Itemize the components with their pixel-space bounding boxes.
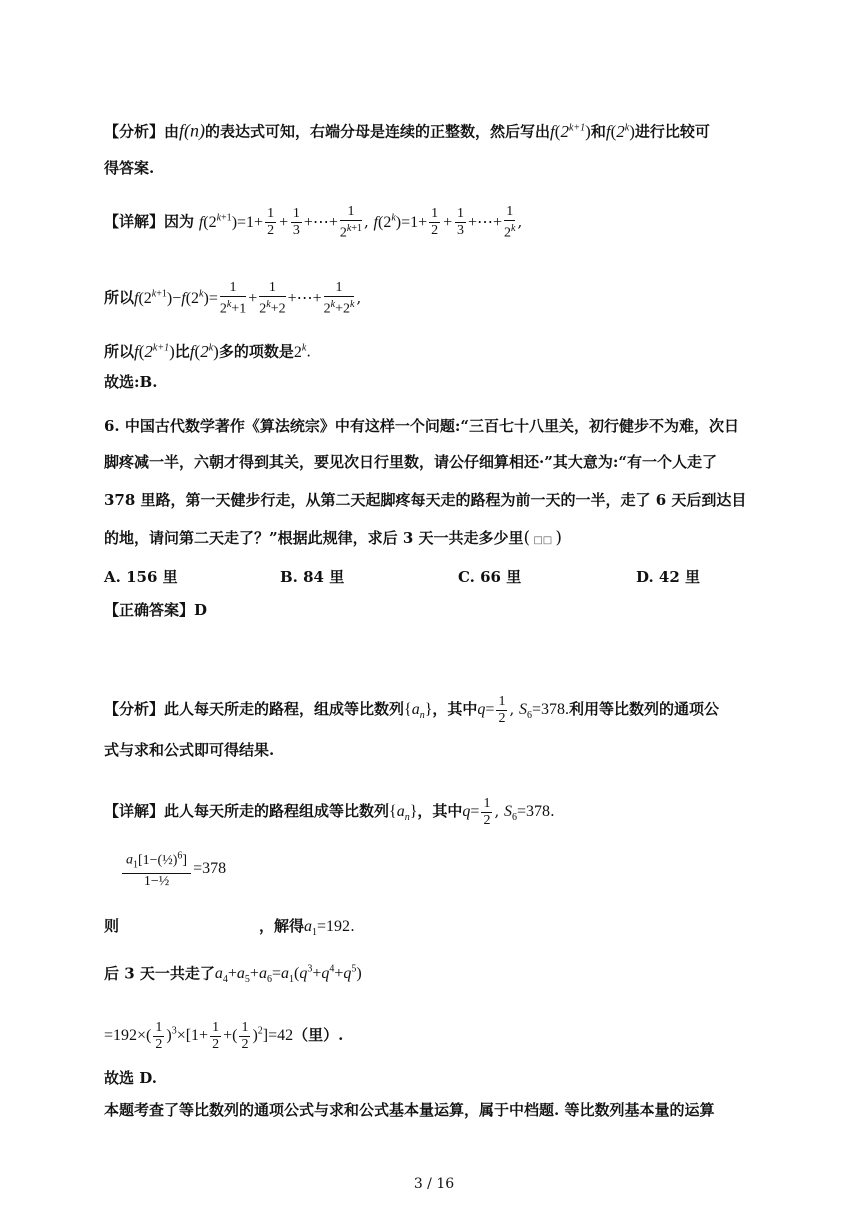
- q6-stem-line3: 378 里路，第一天健步行走，从第二天起脚疼每天走的路程为前一天的一半，走了 6 天后到达目: [104, 491, 747, 509]
- q6-answer: 【正确答案】D: [104, 601, 208, 619]
- formula-result: =192×( $\frac{1}{2}$ )$^3$×[1+ $\frac{1}{2}$ +( $\frac{1}{2}$ )$^2$]=42: [104, 1020, 294, 1052]
- q6-result-line: =192×( $\frac{1}{2}$ )$^3$×[1+ $\frac{1}{2}$ +( $\frac{1}{2}$ )$^2$]=42（里）.: [104, 1020, 344, 1052]
- answer-blank: ( □□ ): [523, 528, 563, 548]
- formula-geometric-sum: $\frac{a_1[1-(\frac{1}{2})^6]}{\text{1−½}}$ =378: [120, 848, 226, 890]
- formula-s6: $S_6=378$.: [519, 701, 570, 722]
- option-b: B. 84 里: [280, 568, 345, 586]
- formula-q: q= $\frac{1}{2}$: [477, 694, 506, 726]
- q6-summary: 本题考查了等比数列的通项公式与求和公式基本量运算，属于中档题. 等比数列基本量的运算: [104, 1101, 715, 1119]
- formula-a4a5a6: $a_4+a_5+a_6=a_1(q^3+q^4+q^5)$: [214, 964, 362, 986]
- q6-analysis-line1: 【分析】此人每天所走的路程，组成等比数列$\{a_n\}$，其中q= $\frac{1}{2}$ , $S_6=378$.利用等比数列的通项公: [104, 694, 720, 726]
- q5-detail-line: 【详解】因为 $f(2^{k+1})=1+$ $\frac{1}{2}$ + $\frac{1}{3}$ +⋯+ $\frac{1}{2^{k+1}}$ , $f(2^k)=1+$ $\frac{1}{2}$ + $\frac{1}{3}$ +⋯+ $\frac{1}{2^k}$ ,: [104, 204, 523, 241]
- q6-analysis-line2: 式与求和公式即可得结果.: [104, 741, 275, 759]
- q5-so-line1: 所以$f(2^{k+1})-f(2^k)=$ $\frac{1}{2^k+1}$ + $\frac{1}{2^k+2}$ +⋯+ $\frac{1}{2^k+2^k}$ ,: [104, 280, 362, 317]
- formula-sum-2k: $f(2^k)=1+$ $\frac{1}{2}$ + $\frac{1}{3}$ +⋯+ $\frac{1}{2^k}$: [373, 204, 516, 241]
- q6-then-line: 则 ，解得$a_1=192$.: [104, 917, 355, 939]
- q5-so-line2: 所以$f(2^{k+1})$比f(2$^k$)多的项数是2$^k$.: [104, 341, 312, 361]
- formula-an: $\{a_n\}$: [404, 701, 433, 722]
- formula-fn: f(n): [179, 120, 206, 141]
- formula-2k: 2$^k$: [293, 342, 307, 361]
- q6-stem-line2: 脚疼减一半，六朝才得到其关，要见次日行里数，请公仔细算相还·”其大意为:“有一个人走了: [104, 453, 718, 471]
- q5-analysis-label: 【分析】: [104, 122, 165, 141]
- q6-detail-line1: 【详解】此人每天所走的路程组成等比数列$\{a_n\}$，其中q= $\frac{1}{2}$ , $S_6=378$.: [104, 796, 555, 828]
- option-c: C. 66 里: [458, 568, 522, 586]
- option-a: A. 156 里: [104, 568, 178, 586]
- q5-choose: 故选:B.: [104, 373, 158, 391]
- q5-analysis-line1: 【分析】由f(n)的表达式可知，右端分母是连续的正整数，然后写出$f(2^{k+1})$和f(2$^k$)进行比较可: [104, 120, 710, 141]
- formula-f-2k: f(2$^k$): [605, 121, 635, 141]
- q6-stem-line1: 6. 中国古代数学著作《算法统宗》中有这样一个问题:“三百七十八里关，初行健步不为难，次日: [104, 417, 740, 435]
- formula-difference: $f(2^{k+1})-f(2^k)=$ $\frac{1}{2^k+1}$ + $\frac{1}{2^k+2}$ +⋯+ $\frac{1}{2^k+2^k}$: [134, 280, 355, 317]
- option-d: D. 42 里: [636, 568, 701, 586]
- q6-last3-line: 后 3 天一共走了$a_4+a_5+a_6=a_1(q^3+q^4+q^5)$: [104, 964, 362, 986]
- q6-choose: 故选 D.: [104, 1069, 157, 1087]
- q6-stem-line4: 的地，请问第二天走了？”根据此规律，求后 3 天一共走多少里( □□ ): [104, 528, 563, 548]
- formula-f-2k1: $f(2^{k+1})$: [550, 121, 591, 141]
- q5-analysis-line2: 得答案.: [104, 159, 155, 177]
- page-number: 3 / 16: [413, 1176, 455, 1192]
- q5-detail-label: 【详解】: [104, 212, 165, 231]
- formula-sum-2k1: $f(2^{k+1})=1+$ $\frac{1}{2}$ + $\frac{1}{3}$ +⋯+ $\frac{1}{2^{k+1}}$: [198, 204, 362, 241]
- formula-a1: $a_1=192$: [304, 918, 351, 939]
